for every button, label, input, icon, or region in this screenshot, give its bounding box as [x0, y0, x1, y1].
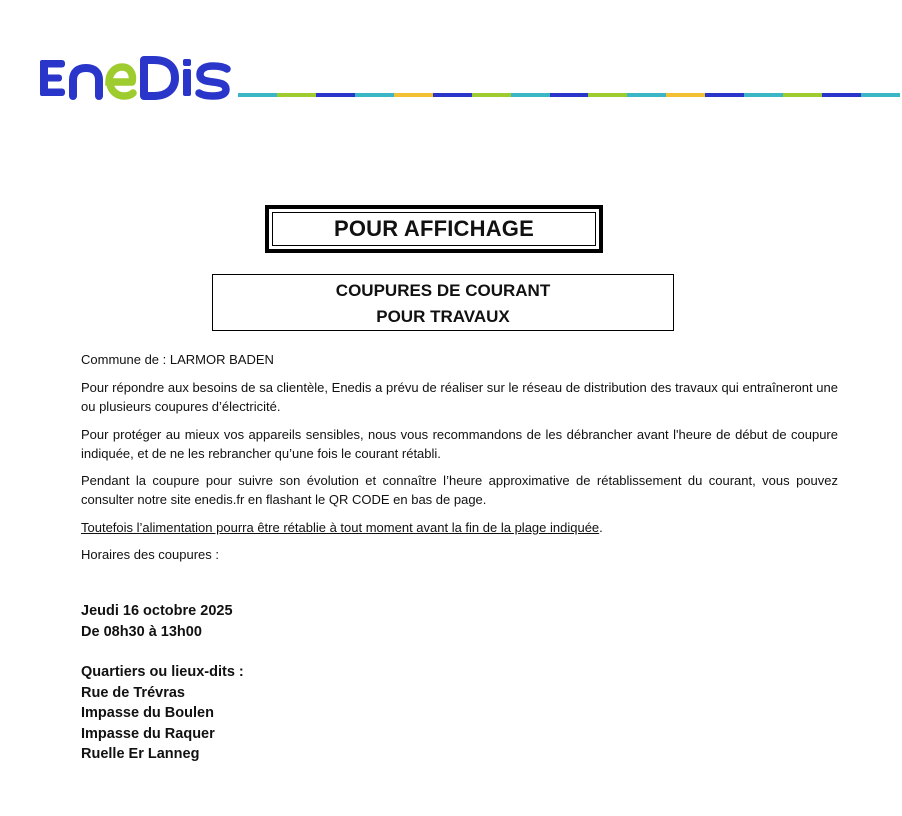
header-divider-segment [277, 93, 316, 97]
commune-line: Commune de : LARMOR BADEN [81, 352, 274, 367]
header-divider-segment [355, 93, 394, 97]
location-item: Ruelle Er Lanneg [81, 746, 200, 762]
intro-paragraph: Pour répondre aux besoins de sa clientèle, Enedis a prévu de réaliser sur le réseau de distribution des travaux qui entraîneront une ou plusieurs coupures d’électricité. [81, 380, 838, 414]
subtitle-box [212, 274, 674, 331]
restoration-notice-underlined: Toutefois l’alimentation pourra être rétablie à tout moment avant la fin de la plage indiquée [81, 520, 600, 535]
header-divider-segment [472, 93, 511, 97]
header-divider-segment [861, 93, 900, 97]
header-divider-segment [666, 93, 705, 97]
enedis-logo-icon [38, 52, 234, 104]
outage-time: De 08h30 à 13h00 [81, 623, 202, 640]
header-divider-segment [394, 93, 433, 97]
header-divider-segment [316, 93, 355, 97]
location-item: Impasse du Raquer [81, 725, 215, 742]
header-divider-segment [783, 93, 822, 97]
header-divider [238, 93, 900, 97]
header-divider-segment [627, 93, 666, 97]
header-divider-segment [433, 93, 472, 97]
restoration-notice [81, 518, 838, 537]
subtitle-line-1: COUPURES DE COURANT [335, 281, 551, 300]
tracking-paragraph: Pendant la coupure pour suivre son évolution et connaître l’heure approximative de rétablissement du courant, vous pouvez consulter notre site enedis.fr en flashant le QR CODE en bas de page. [81, 473, 838, 507]
location-item: Impasse du Boulen [81, 705, 214, 721]
locations-heading: Quartiers ou lieux-dits : [81, 664, 244, 680]
outage-date: Jeudi 16 octobre 2025 [81, 603, 233, 619]
page-title: POUR AFFICHAGE [272, 212, 596, 246]
header-divider-segment [511, 93, 550, 97]
locations-block [81, 662, 244, 765]
schedule-label: Horaires des coupures : [81, 547, 220, 562]
subtitle-line-2: POUR TRAVAUX [376, 307, 510, 326]
title-box [265, 205, 603, 253]
header-divider-segment [744, 93, 783, 97]
enedis-logo [38, 52, 234, 104]
header-divider-segment [588, 93, 627, 97]
restoration-notice-period: . [599, 520, 603, 535]
header-divider-segment [822, 93, 861, 97]
header-divider-segment [705, 93, 744, 97]
header-divider-segment [238, 93, 277, 97]
location-item: Rue de Trévras [81, 684, 185, 701]
outage-schedule [81, 601, 233, 642]
header-divider-segment [550, 93, 589, 97]
protection-paragraph: Pour protéger au mieux vos appareils sensibles, nous vous recommandons de les débrancher avant l'heure de début de coupure indiquée, et de ne les rebrancher qu’une fois le courant rétabli. [81, 427, 838, 461]
